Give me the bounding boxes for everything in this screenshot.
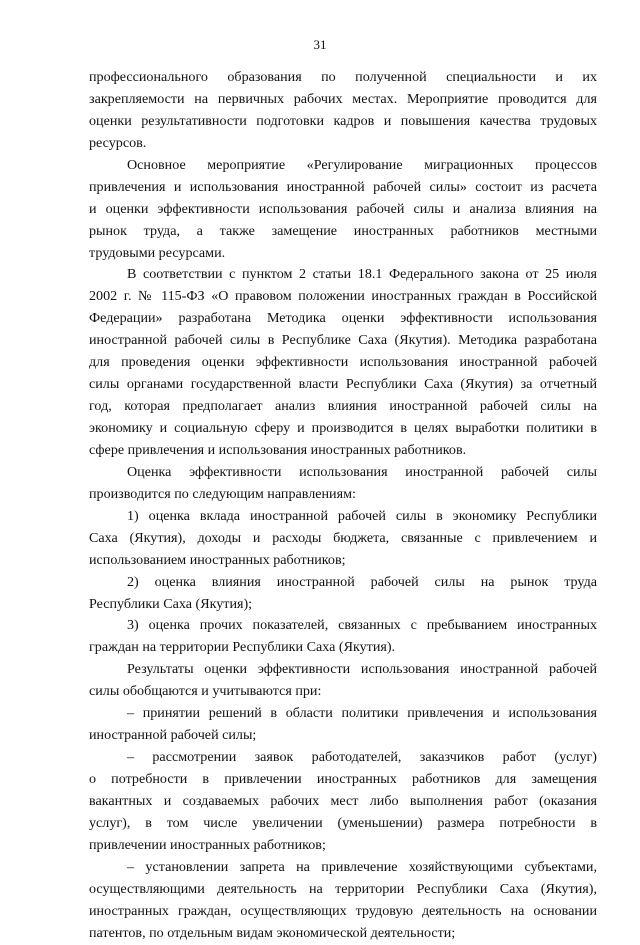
text-line: рынок труда, а также замещение иностранных работников местными [89,222,597,239]
text-line: силы органами государственной власти Республики Саха (Якутия) за отчетный [89,376,597,393]
text-line: Республики Саха (Якутия); [89,595,253,612]
text-line: осуществляющими деятельность на территории Республики Саха (Якутия), [89,880,597,897]
text-line: иностранной рабочей силы; [89,727,257,744]
text-line: граждан на территории Республики Саха (Якутия). [89,639,396,656]
text-line: силы обобщаются и учитываются при: [89,683,322,700]
text-line: Саха (Якутия), доходы и расходы бюджета, связанные с привлечением и [89,529,597,546]
text-line: 2002 г. № 115-ФЗ «О правовом положении иностранных граждан в Российской [89,288,597,305]
text-line: иностранной рабочей силы в Республике Саха (Якутия). Методика разработана [89,332,597,349]
text-line: трудовыми ресурсами. [89,244,226,261]
text-line: Федерации» разработана Методика оценки эффективности использования [89,310,597,327]
text-line: экономику и социальную сферу и производится в целях выработки политики в [89,420,597,436]
text-line: и оценки эффективности использования рабочей силы и анализа влияния на [89,200,597,217]
text-line: привлечении иностранных работников; [89,836,326,853]
text-line: о потребности в привлечении иностранных работников для замещения [89,771,597,787]
text-line: производится по следующим направлениям: [89,485,356,502]
paragraph-first-line: – рассмотрении заявок работодателей, заказчиков работ (услуг) [127,749,597,766]
paragraph-first-line: – установлении запрета на привлечение хозяйствующими субъектами, [127,858,597,875]
text-line: ресурсов. [89,134,147,151]
text-line: использованием иностранных работников; [89,551,346,568]
paragraph-first-line: Оценка эффективности использования иностранной рабочей силы [127,463,597,480]
text-line: иностранных граждан, осуществляющих трудовую деятельность на основании [89,902,597,919]
text-line: профессионального образования по полученной специальности и их [89,69,597,85]
page-number: 31 [313,37,327,52]
text-line: оценки результативности подготовки кадров и повышения качества трудовых [89,112,597,129]
paragraph-first-line: 3) оценка прочих показателей, связанных с пребыванием иностранных [127,617,597,634]
body-text [89,67,597,945]
paragraph-first-line: Результаты оценки эффективности использования иностранной рабочей [127,661,597,678]
text-line: сфере привлечения и использования иностранных работников. [89,441,467,458]
paragraph-first-line: – принятии решений в области политики привлечения и использования [127,705,597,722]
text-line: год, которая предполагает анализ влияния иностранной рабочей силы на [89,398,597,415]
text-line: услуг), в том числе увеличении (уменьшении) размера потребности в [89,814,597,831]
paragraph-first-line: Основное мероприятие «Регулирование миграционных процессов [127,156,597,173]
text-line: для проведения оценки эффективности использования иностранной рабочей [89,354,597,371]
text-line: привлечения и использования иностранной рабочей силы» состоит из расчета [89,178,597,195]
paragraph-first-line: В соответствии с пунктом 2 статьи 18.1 Федерального закона от 25 июля [127,266,597,283]
text-line: патентов, по отдельным видам экономической деятельности; [89,924,456,941]
paragraph-first-line: 2) оценка влияния иностранной рабочей силы на рынок труда [127,573,597,590]
text-line: вакантных и создаваемых рабочих мест либо выполнения работ (оказания [89,792,597,809]
text-line: закрепляемости на первичных рабочих местах. Мероприятие проводится для [89,90,597,107]
paragraph-first-line: 1) оценка вклада иностранной рабочей силы в экономику Республики [127,507,597,524]
